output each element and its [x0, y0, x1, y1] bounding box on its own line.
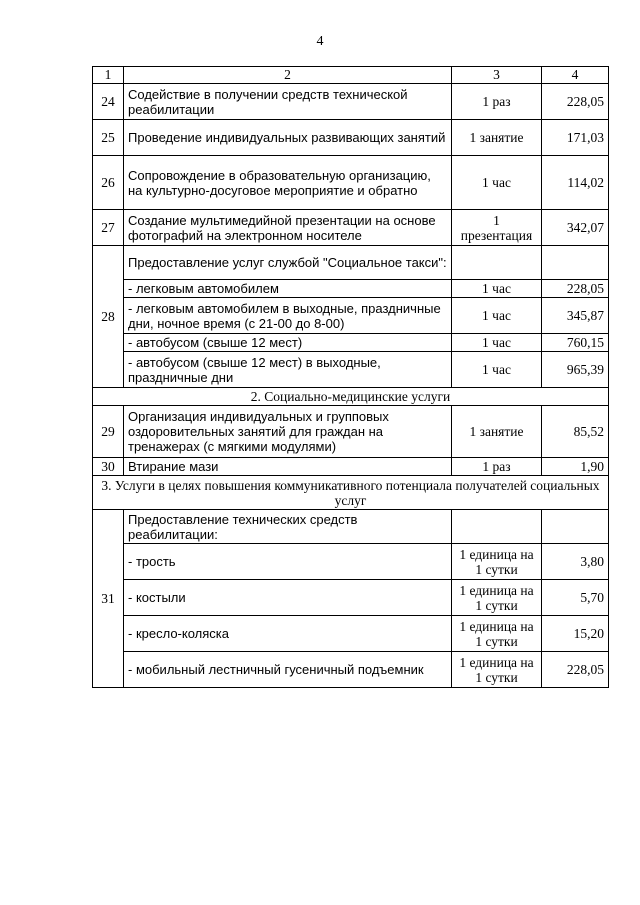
service-name: - кресло-коляска: [124, 616, 452, 652]
unit: 1 раз: [452, 458, 542, 476]
unit: 1 час: [452, 156, 542, 210]
empty-cell: [452, 246, 542, 280]
table-row: [93, 580, 609, 616]
row-number: 25: [93, 120, 124, 156]
service-name: Организация индивидуальных и групповых оздоровительных занятий для граждан на тренажерах (с мягкими модулями): [124, 406, 452, 458]
section-title: 3. Услуги в целях повышения коммуникативного потенциала получателей социальных услуг: [93, 476, 609, 510]
unit: 1 раз: [452, 84, 542, 120]
header-cell: 1: [93, 67, 124, 84]
group-title: Предоставление услуг службой "Социальное такси":: [124, 246, 452, 280]
unit: 1 занятие: [452, 120, 542, 156]
header-cell: 3: [452, 67, 542, 84]
unit: 1 час: [452, 280, 542, 298]
unit: 1 презентация: [452, 210, 542, 246]
section-row: [93, 388, 609, 406]
table-row: [93, 84, 609, 120]
table-row: [93, 280, 609, 298]
unit: 1 час: [452, 298, 542, 334]
price: 760,15: [542, 334, 609, 352]
table-row: [93, 246, 609, 280]
unit: 1 час: [452, 334, 542, 352]
table-row: [93, 510, 609, 544]
row-number: 28: [93, 246, 124, 388]
service-name: Сопровождение в образовательную организацию, на культурно-досуговое мероприятие и обратно: [124, 156, 452, 210]
row-number: 27: [93, 210, 124, 246]
price: 1,90: [542, 458, 609, 476]
price: 114,02: [542, 156, 609, 210]
price: 228,05: [542, 652, 609, 688]
table-row: [93, 352, 609, 388]
empty-cell: [542, 510, 609, 544]
table-row: [93, 406, 609, 458]
price: 15,20: [542, 616, 609, 652]
service-name: - автобусом (свыше 12 мест) в выходные, праздничные дни: [124, 352, 452, 388]
unit: 1 занятие: [452, 406, 542, 458]
price: 85,52: [542, 406, 609, 458]
unit: 1 час: [452, 352, 542, 388]
table-row: [93, 334, 609, 352]
unit: 1 единица на 1 сутки: [452, 580, 542, 616]
service-name: - легковым автомобилем в выходные, праздничные дни, ночное время (с 21-00 до 8-00): [124, 298, 452, 334]
price: 965,39: [542, 352, 609, 388]
section-row: [93, 476, 609, 510]
header-cell: 2: [124, 67, 452, 84]
table-row: [93, 616, 609, 652]
tariff-table: [92, 66, 609, 688]
row-number: 24: [93, 84, 124, 120]
row-number: 31: [93, 510, 124, 688]
price: 345,87: [542, 298, 609, 334]
table-row: [93, 210, 609, 246]
table-row: [93, 544, 609, 580]
header-row: [93, 67, 609, 84]
service-name: Содействие в получении средств технической реабилитации: [124, 84, 452, 120]
service-name: - костыли: [124, 580, 452, 616]
section-title: 2. Социально-медицинские услуги: [93, 388, 609, 406]
table-row: [93, 298, 609, 334]
group-title: Предоставление технических средств реабилитации:: [124, 510, 452, 544]
service-name: Создание мультимедийной презентации на основе фотографий на электронном носителе: [124, 210, 452, 246]
row-number: 30: [93, 458, 124, 476]
service-name: Втирание мази: [124, 458, 452, 476]
price: 3,80: [542, 544, 609, 580]
service-name: - трость: [124, 544, 452, 580]
table-row: [93, 652, 609, 688]
page-number: 4: [316, 34, 324, 49]
row-number: 26: [93, 156, 124, 210]
empty-cell: [542, 246, 609, 280]
header-cell: 4: [542, 67, 609, 84]
unit: 1 единица на 1 сутки: [452, 544, 542, 580]
unit: 1 единица на 1 сутки: [452, 652, 542, 688]
price: 171,03: [542, 120, 609, 156]
service-name: - автобусом (свыше 12 мест): [124, 334, 452, 352]
price: 342,07: [542, 210, 609, 246]
table-row: [93, 156, 609, 210]
price: 228,05: [542, 84, 609, 120]
row-number: 29: [93, 406, 124, 458]
service-name: - легковым автомобилем: [124, 280, 452, 298]
empty-cell: [452, 510, 542, 544]
table-row: [93, 120, 609, 156]
price: 228,05: [542, 280, 609, 298]
unit: 1 единица на 1 сутки: [452, 616, 542, 652]
table-row: [93, 458, 609, 476]
service-name: - мобильный лестничный гусеничный подъемник: [124, 652, 452, 688]
price: 5,70: [542, 580, 609, 616]
service-name: Проведение индивидуальных развивающих занятий: [124, 120, 452, 156]
